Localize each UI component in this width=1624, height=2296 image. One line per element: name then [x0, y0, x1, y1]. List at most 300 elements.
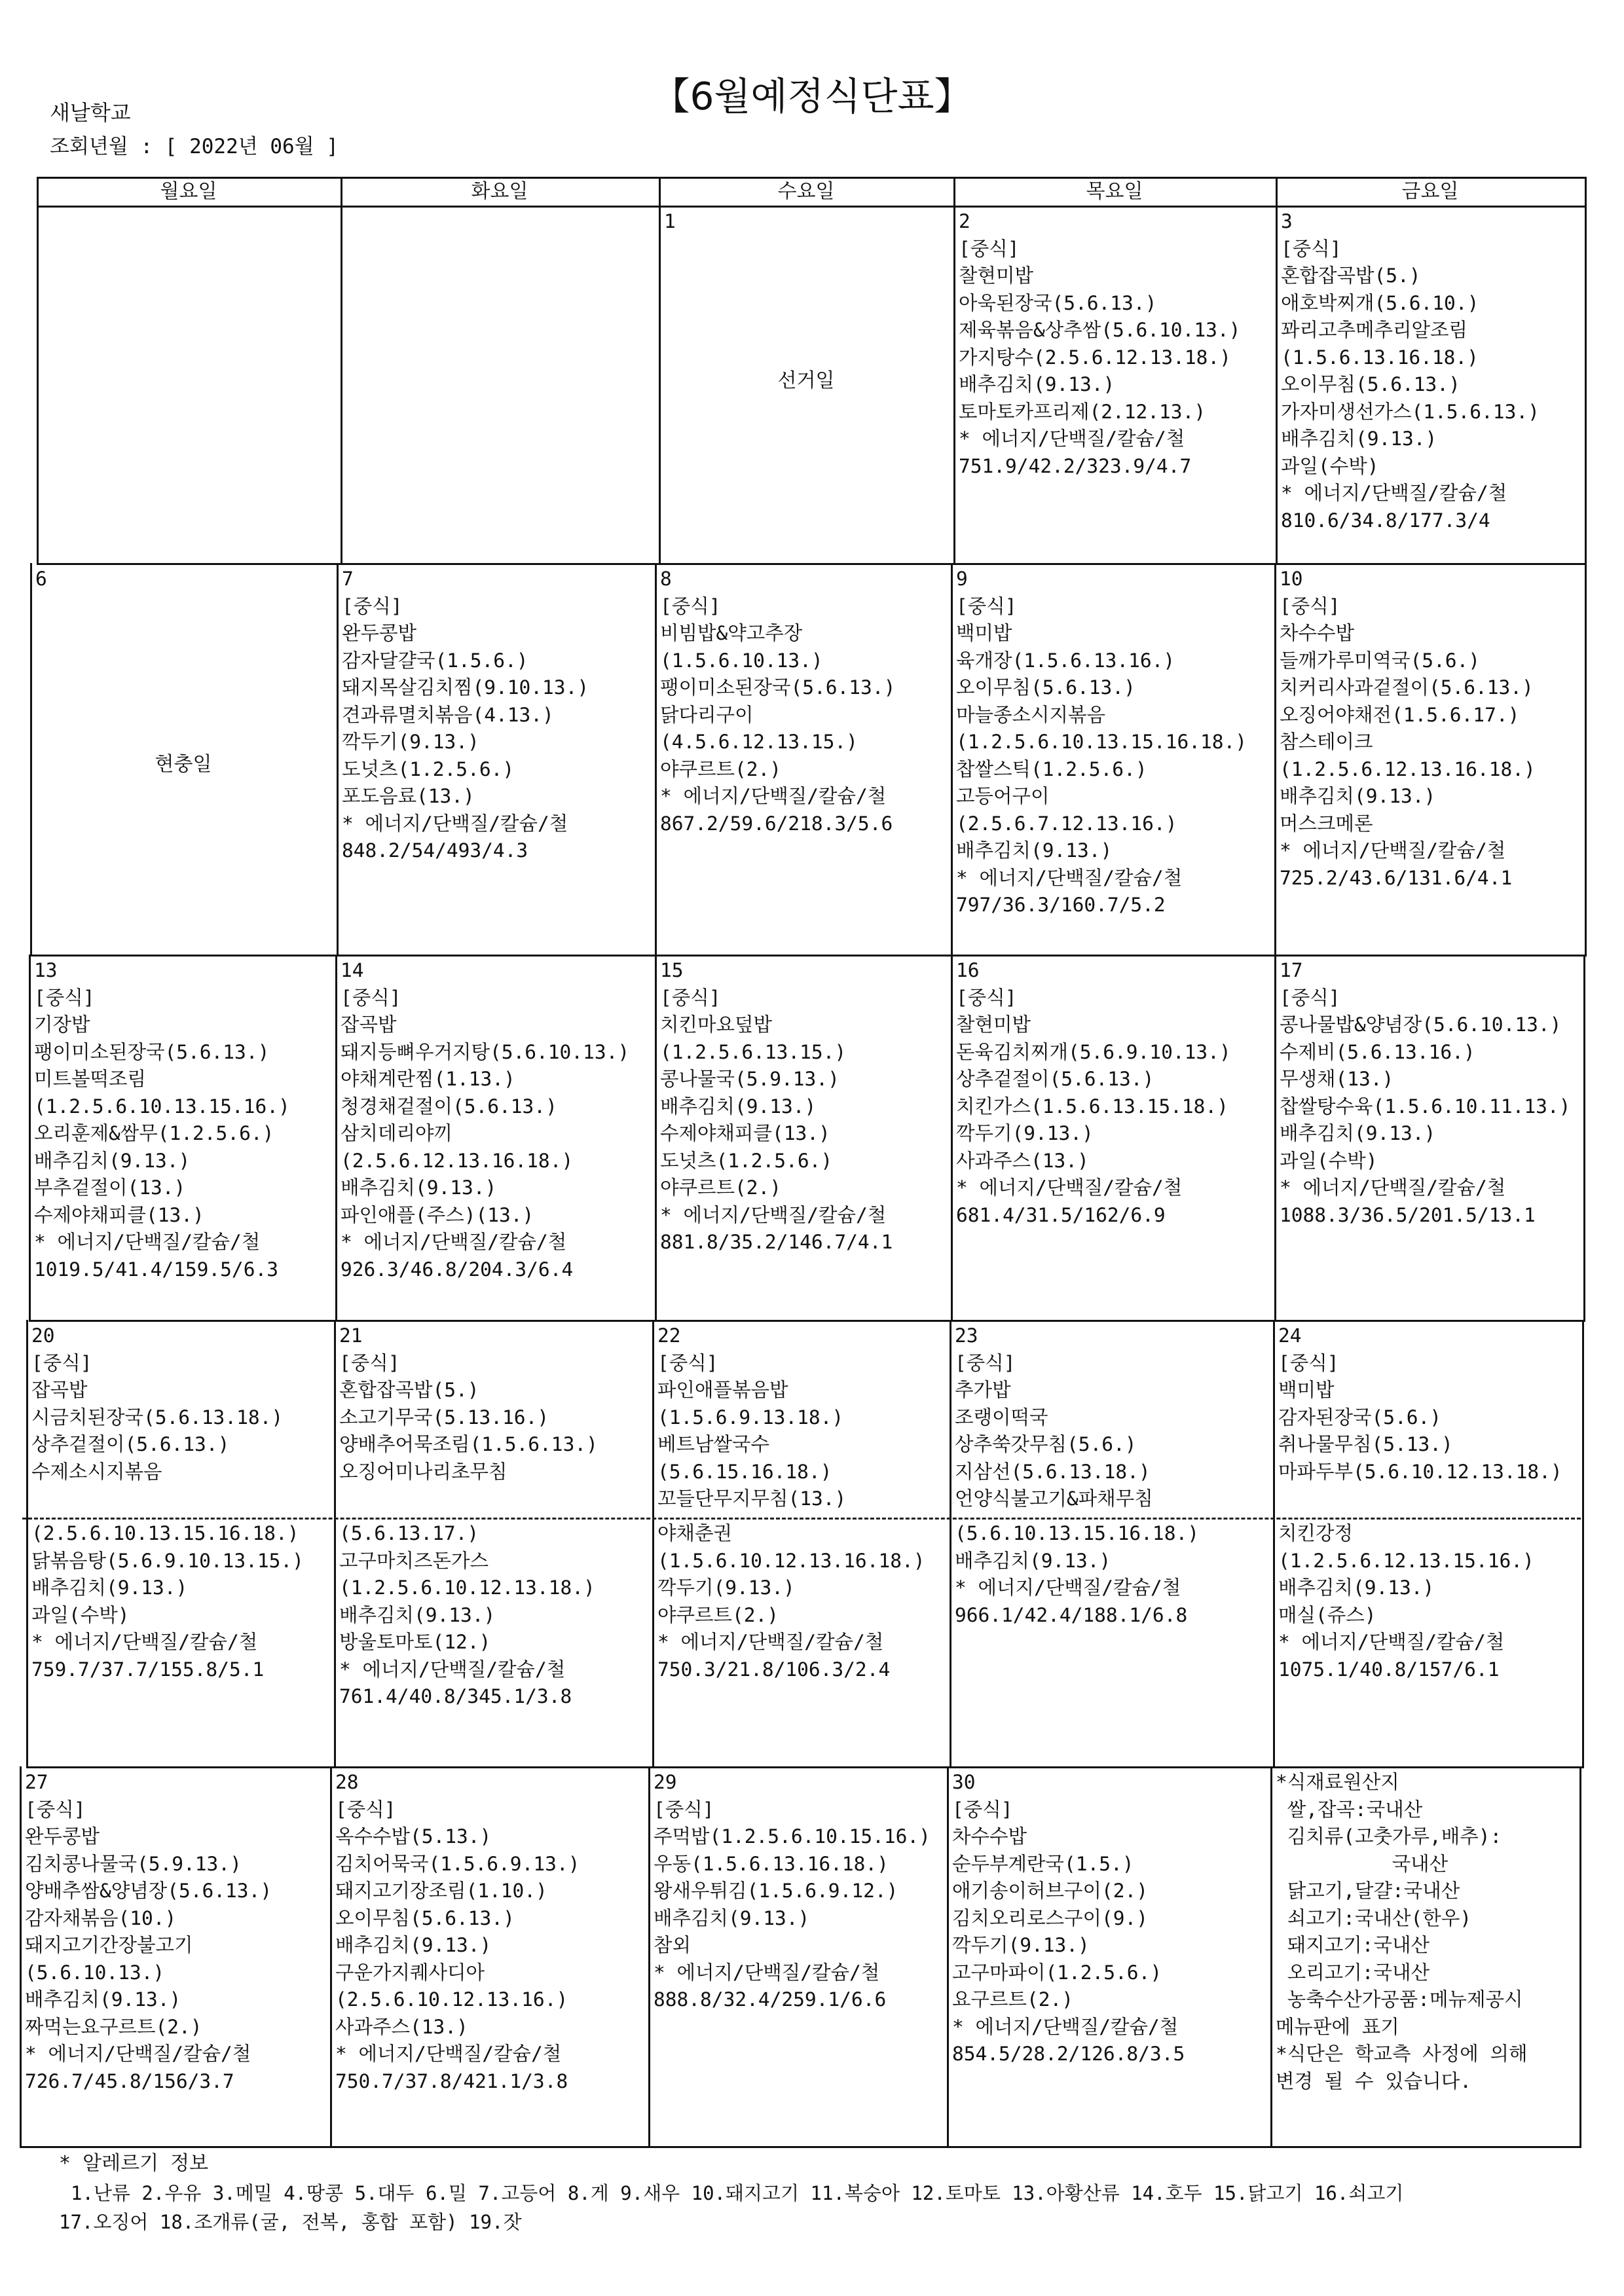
- day-cell: [1280, 957, 1581, 1229]
- menu-line: 미트볼떡조림: [34, 1068, 146, 1090]
- menu-line: * 에너지/단백질/칼슘/철: [1281, 482, 1507, 504]
- grid-line: [950, 1320, 951, 1766]
- menu-line: 머스크메론: [1280, 812, 1373, 835]
- menu-line: 차수수밥: [952, 1825, 1027, 1848]
- menu-line: 도넛츠(1.2.5.6.): [660, 1149, 833, 1172]
- menu-line: 치킨마요덮밥: [660, 1013, 772, 1036]
- menu-line: * 에너지/단백질/칼슘/철: [335, 2043, 562, 2065]
- menu-line: 돼지고기장조림(1.10.): [335, 1880, 547, 1902]
- menu-line: [중식]: [660, 594, 721, 617]
- menu-line: 변경 될 수 있습니다.: [1276, 2069, 1472, 2092]
- menu-line: 요구르트(2.): [952, 1988, 1074, 2011]
- menu-line: 761.4/40.8/345.1/3.8: [339, 1685, 572, 1707]
- menu-line: * 에너지/단백질/칼슘/철: [657, 1631, 884, 1653]
- day-number: 14: [341, 959, 364, 981]
- grid-line: [953, 206, 955, 563]
- page-title: 【6월예정식단표】: [652, 74, 972, 118]
- menu-line: 백미밥: [1278, 1379, 1335, 1401]
- menu-line: 주먹밥(1.2.5.6.10.15.16.): [654, 1825, 931, 1848]
- menu-line: 750.3/21.8/106.3/2.4: [657, 1658, 891, 1681]
- grid-line: [1273, 1320, 1275, 1766]
- menu-line: (2.5.6.10.12.13.16.): [335, 1988, 568, 2011]
- school-name: 새날학교: [50, 100, 131, 125]
- day-number: 27: [25, 1771, 48, 1793]
- day-cell: [664, 208, 951, 236]
- menu-line: * 에너지/단백질/칼슘/철: [1278, 1631, 1505, 1653]
- menu-line: 쇠고기:국내산(한우): [1276, 1906, 1472, 1929]
- day-cell: [654, 1769, 944, 2014]
- menu-line: [중식]: [31, 1351, 92, 1374]
- menu-line: (2.5.6.12.13.16.18.): [341, 1149, 574, 1172]
- menu-line: 가자미생선가스(1.5.6.13.): [1281, 400, 1540, 423]
- menu-line: 마파두부(5.6.10.12.13.18.): [1278, 1460, 1562, 1483]
- day-cell: [1281, 208, 1582, 534]
- menu-line: 콩나물밥&양념장(5.6.10.13.): [1280, 1013, 1562, 1036]
- grid-line: [37, 206, 1585, 208]
- grid-line: [30, 955, 1587, 957]
- menu-line: 배추김치(9.13.): [31, 1576, 188, 1599]
- grid-line: [1582, 1320, 1584, 1766]
- day-number: 22: [657, 1324, 681, 1347]
- menu-line: [중식]: [956, 986, 1017, 1009]
- menu-line: (1.5.6.9.13.18.): [657, 1406, 844, 1429]
- grid-line: [37, 206, 39, 563]
- menu-line: 오징어미나리초무침: [339, 1460, 507, 1483]
- menu-line: (1.2.5.6.12.13.16.18.): [1280, 757, 1536, 780]
- weekday-header-3: 수요일: [777, 180, 835, 203]
- menu-line: 우동(1.5.6.13.16.18.): [654, 1852, 889, 1875]
- menu-line: 취나물무침(5.13.): [1278, 1433, 1453, 1455]
- day-number: 24: [1278, 1324, 1302, 1347]
- menu-line: 닭다리구이: [660, 703, 754, 726]
- day-number: 20: [31, 1324, 55, 1347]
- menu-line: 배추김치(9.13.): [1278, 1576, 1435, 1599]
- menu-line: 배추김치(9.13.): [1281, 428, 1437, 450]
- menu-line: 고구마치즈돈가스: [339, 1549, 489, 1572]
- day-number: 16: [956, 959, 980, 981]
- menu-line: 오리훈제&쌈무(1.2.5.6.): [34, 1122, 274, 1144]
- menu-line: * 에너지/단백질/칼슘/철: [956, 866, 1183, 889]
- menu-line: [중식]: [339, 1351, 400, 1374]
- grid-line: [20, 2146, 1581, 2148]
- menu-line: 방울토마토(12.): [339, 1631, 491, 1653]
- day-number: 10: [1280, 568, 1303, 590]
- menu-line: 상추겉절이(5.6.13.): [956, 1068, 1154, 1090]
- day-cell: [952, 1769, 1268, 2068]
- menu-line: * 에너지/단백질/칼슘/철: [34, 1231, 261, 1253]
- weekday-header-2: 화요일: [471, 180, 528, 203]
- menu-line: 상추겉절이(5.6.13.): [31, 1433, 230, 1455]
- menu-line: [중식]: [657, 1351, 718, 1374]
- menu-line: [중식]: [660, 986, 721, 1009]
- menu-line: 수제비(5.6.13.16.): [1280, 1040, 1475, 1063]
- menu-line: 옥수수밥(5.13.): [335, 1825, 492, 1848]
- day-number: 30: [952, 1771, 976, 1793]
- menu-line: 찰현미밥: [959, 264, 1033, 287]
- menu-line: 배추김치(9.13.): [654, 1906, 810, 1929]
- grid-line: [1270, 1766, 1272, 2146]
- weekday-header-5: 금요일: [1401, 180, 1459, 203]
- day-cell: [342, 566, 652, 865]
- day-cell-continued: [1278, 1520, 1579, 1683]
- menu-line: 애기송이허브구이(2.): [952, 1880, 1149, 1902]
- day-number: 23: [955, 1324, 978, 1347]
- menu-line: 가지탕수(2.5.6.12.13.18.): [959, 346, 1231, 369]
- menu-line: 과일(수박): [1281, 454, 1379, 477]
- day-number: 3: [1281, 210, 1293, 232]
- menu-line: 청경채겉절이(5.6.13.): [341, 1095, 557, 1118]
- menu-line: 배추김치(9.13.): [335, 1934, 492, 1956]
- menu-line: 도넛츠(1.2.5.6.): [342, 757, 515, 780]
- menu-line: 치킨강정: [1278, 1522, 1353, 1544]
- menu-line: 구운가지퀘사디아: [335, 1961, 485, 1984]
- menu-line: 725.2/43.6/131.6/4.1: [1280, 866, 1513, 889]
- menu-line: 배추김치(9.13.): [1280, 785, 1436, 807]
- menu-line: 사과주스(13.): [956, 1149, 1089, 1172]
- menu-line: 배추김치(9.13.): [660, 1095, 817, 1118]
- menu-line: 토마토카프리제(2.12.13.): [959, 400, 1206, 423]
- menu-line: 깍두기(9.13.): [657, 1576, 795, 1599]
- menu-line: 부추겉절이(13.): [34, 1176, 186, 1199]
- menu-line: (2.5.6.7.12.13.16.): [956, 812, 1177, 835]
- menu-line: 매실(쥬스): [1278, 1603, 1376, 1626]
- menu-line: 김치어묵국(1.5.6.9.13.): [335, 1852, 580, 1875]
- day-cell-continued: [657, 1520, 947, 1683]
- menu-line: 김치오리로스구이(9.): [952, 1906, 1149, 1929]
- menu-line: [중식]: [342, 594, 403, 617]
- menu-line: 배추김치(9.13.): [959, 373, 1115, 395]
- menu-line: 야쿠르트(2.): [660, 757, 782, 780]
- menu-line: 베트남쌀국수: [657, 1433, 769, 1455]
- menu-line: 무생채(13.): [1280, 1068, 1394, 1090]
- menu-line: (5.6.10.13.15.16.18.): [955, 1522, 1199, 1544]
- menu-line: 백미밥: [956, 622, 1012, 644]
- menu-line: 수제야채피클(13.): [34, 1203, 204, 1226]
- menu-line: 아욱된장국(5.6.13.): [959, 291, 1157, 314]
- menu-line: 수제소시지볶음: [31, 1460, 162, 1483]
- menu-line: 기장밥: [34, 1013, 90, 1036]
- menu-line: 혼합잡곡밥(5.): [339, 1379, 479, 1401]
- menu-line: 감자달걀국(1.5.6.): [342, 649, 528, 672]
- menu-line: 찹쌀스틱(1.2.5.6.): [956, 757, 1147, 780]
- menu-line: 926.3/46.8/204.3/6.4: [341, 1258, 574, 1281]
- menu-line: * 에너지/단백질/칼슘/철: [31, 1631, 258, 1653]
- day-cell: [31, 1322, 331, 1485]
- menu-line: 상추쑥갓무침(5.6.): [955, 1433, 1137, 1455]
- menu-line: * 에너지/단백질/칼슘/철: [342, 812, 568, 835]
- menu-line: 수제야채피클(13.): [660, 1122, 830, 1144]
- menu-line: 파인애플볶음밥: [657, 1379, 788, 1401]
- menu-line: 오징어야채전(1.5.6.17.): [1280, 703, 1520, 726]
- grid-line: [655, 563, 657, 955]
- menu-line: * 에너지/단백질/칼슘/철: [1280, 1176, 1506, 1199]
- menu-line: 돼지고기:국내산: [1276, 1934, 1430, 1956]
- menu-line: (2.5.6.10.13.15.16.18.): [31, 1522, 299, 1544]
- grid-line: [947, 1766, 949, 2146]
- menu-line: 잡곡밥: [31, 1379, 88, 1401]
- menu-line: 양배추쌈&양념장(5.6.13.): [25, 1880, 272, 1902]
- grid-line: [26, 1320, 28, 1766]
- menu-line: 오이무침(5.6.13.): [956, 676, 1135, 699]
- menu-line: 배추김치(9.13.): [339, 1603, 496, 1626]
- menu-line: 제육볶음&상추쌈(5.6.10.13.): [959, 319, 1241, 341]
- menu-line: 배추김치(9.13.): [1280, 1122, 1436, 1144]
- menu-line: 추가밥: [955, 1379, 1011, 1401]
- menu-line: 854.5/28.2/126.8/3.5: [952, 2043, 1185, 2065]
- menu-line: 1088.3/36.5/201.5/13.1: [1280, 1203, 1536, 1226]
- menu-line: (1.2.5.6.13.15.): [660, 1040, 847, 1063]
- menu-line: 국내산: [1276, 1852, 1449, 1875]
- grid-line: [20, 1766, 22, 2146]
- day-cell: [955, 1322, 1270, 1513]
- menu-line: 726.7/45.8/156/3.7: [25, 2069, 234, 2092]
- grid-line: [26, 1766, 1584, 1768]
- menu-line: * 에너지/단백질/칼슘/철: [955, 1576, 1181, 1599]
- day-cell: [660, 566, 948, 837]
- menu-line: 완두콩밥: [342, 622, 416, 644]
- menu-line: 농축수산가공품:메뉴제공시: [1276, 1988, 1523, 2011]
- menu-line: (1.2.5.6.10.13.15.16.): [34, 1095, 290, 1118]
- menu-line: 마늘종소시지볶음: [956, 703, 1105, 726]
- menu-line: (1.5.6.10.12.13.16.18.): [657, 1549, 925, 1572]
- menu-line: 삼치데리야끼: [341, 1122, 452, 1144]
- day-cell: [1280, 566, 1582, 892]
- menu-line: 차수수밥: [1280, 622, 1354, 644]
- allergy-line-1: 1.난류 2.우유 3.메밀 4.땅콩 5.대두 6.밀 7.고등어 8.게 9.새우 10.돼지고기 11.복숭아 12.토마토 13.아황산류 14.호두 15.닭고기 16.쇠고기: [71, 2182, 1404, 2204]
- day-cell: [956, 566, 1272, 919]
- menu-line: [중식]: [1280, 986, 1340, 1009]
- menu-line: 혼합잡곡밥(5.): [1281, 264, 1421, 287]
- menu-line: [중식]: [1280, 594, 1340, 617]
- menu-line: 오리고기:국내산: [1276, 1961, 1430, 1984]
- menu-line: 야채춘권: [657, 1522, 732, 1544]
- menu-line: (1.2.5.6.12.13.15.16.): [1278, 1549, 1534, 1572]
- day-cell-continued: [339, 1520, 650, 1711]
- menu-line: 비빔밥&약고추장: [660, 622, 803, 644]
- menu-line: 순두부계란국(1.5.): [952, 1852, 1134, 1875]
- menu-line: * 에너지/단백질/칼슘/철: [654, 1961, 880, 1984]
- menu-line: 소고기무국(5.13.16.): [339, 1406, 549, 1429]
- menu-line: 751.9/42.2/323.9/4.7: [959, 454, 1192, 477]
- grid-line: [337, 563, 339, 955]
- grid-line: [341, 206, 342, 563]
- menu-line: 애호박찌개(5.6.10.): [1281, 291, 1479, 314]
- menu-line: 잡곡밥: [341, 1013, 397, 1036]
- day-number: 29: [654, 1771, 677, 1793]
- menu-line: 배추김치(9.13.): [25, 1988, 181, 2011]
- query-period: 조회년월 : [ 2022년 06월 ]: [50, 135, 339, 158]
- grid-line: [330, 1766, 332, 2146]
- day-cell: [657, 1322, 947, 1513]
- day-cell: [34, 957, 333, 1283]
- menu-line: 메뉴판에 표기: [1276, 2015, 1399, 2038]
- menu-line: (5.6.13.17.): [339, 1522, 479, 1544]
- grid-line: [1585, 206, 1587, 563]
- menu-line: 848.2/54/493/4.3: [342, 839, 528, 862]
- menu-line: 파인애플(주스)(13.): [341, 1203, 534, 1226]
- menu-line: 797/36.3/160.7/5.2: [956, 894, 1166, 916]
- menu-line: (1.2.5.6.10.12.13.18.): [339, 1576, 595, 1599]
- menu-line: 꽈리고추메추리알조림: [1281, 319, 1467, 341]
- menu-line: * 에너지/단백질/칼슘/철: [1280, 839, 1506, 862]
- grid-line: [1274, 563, 1276, 955]
- day-cell-continued: [955, 1520, 1270, 1629]
- menu-line: 감자채볶음(10.): [25, 1906, 177, 1929]
- menu-line: [중식]: [959, 237, 1020, 260]
- menu-line: * 에너지/단백질/칼슘/철: [660, 1203, 887, 1226]
- day-number: 17: [1280, 959, 1303, 981]
- day-number: 9: [956, 568, 968, 590]
- menu-line: * 에너지/단백질/칼슘/철: [341, 1231, 567, 1253]
- menu-line: 포도음료(13.): [342, 785, 475, 807]
- menu-line: 팽이미소된장국(5.6.13.): [34, 1040, 270, 1063]
- menu-line: 810.6/34.8/177.3/4: [1281, 509, 1490, 532]
- menu-line: 966.1/42.4/188.1/6.8: [955, 1603, 1188, 1626]
- day-number: 15: [660, 959, 684, 981]
- menu-line: 사과주스(13.): [335, 2015, 468, 2038]
- menu-line: [중식]: [1281, 237, 1342, 260]
- menu-line: 치커리사과겉절이(5.6.13.): [1280, 676, 1534, 699]
- grid-line: [951, 563, 953, 955]
- menu-line: 오이무침(5.6.13.): [1281, 373, 1460, 395]
- menu-line: 육개장(1.5.6.13.16.): [956, 649, 1175, 672]
- grid-line: [29, 955, 31, 1320]
- menu-line: 깍두기(9.13.): [956, 1122, 1094, 1144]
- weekday-header-1: 월요일: [160, 180, 217, 203]
- day-cell: [25, 1769, 327, 2095]
- weekday-header-4: 목요일: [1086, 180, 1143, 203]
- menu-line: (5.6.10.13.): [25, 1961, 165, 1984]
- grid-line: [652, 1320, 654, 1766]
- menu-line: 콩나물국(5.9.13.): [660, 1068, 840, 1090]
- allergy-title: * 알레르기 정보: [59, 2152, 209, 2175]
- grid-line: [1276, 206, 1278, 563]
- grid-line: [1274, 955, 1276, 1320]
- menu-line: * 에너지/단백질/칼슘/철: [339, 1658, 566, 1681]
- menu-line: [중식]: [335, 1798, 396, 1821]
- menu-line: * 에너지/단백질/칼슘/철: [25, 2043, 251, 2065]
- menu-line: 꼬들단무지무침(13.): [657, 1487, 847, 1510]
- menu-line: [중식]: [341, 986, 401, 1009]
- menu-line: 고구마파이(1.2.5.6.): [952, 1961, 1162, 1984]
- grid-line: [29, 1320, 1585, 1322]
- menu-line: 깍두기(9.13.): [342, 731, 479, 753]
- menu-line: 지삼선(5.6.13.18.): [955, 1460, 1151, 1483]
- menu-line: 야채계란찜(1.13.): [341, 1068, 515, 1090]
- day-number: 2: [959, 210, 970, 232]
- menu-line: 찹쌀탕수육(1.5.6.10.11.13.): [1280, 1095, 1571, 1118]
- menu-line: (4.5.6.12.13.15.): [660, 731, 858, 753]
- holiday-label: 선거일: [777, 369, 835, 392]
- grid-line: [334, 1320, 336, 1766]
- menu-line: 참외: [654, 1934, 691, 1956]
- menu-line: 김치콩나물국(5.9.13.): [25, 1852, 242, 1875]
- day-cell: [956, 957, 1272, 1229]
- menu-line: 쌀,잡곡:국내산: [1276, 1798, 1423, 1821]
- grid-line: [1583, 955, 1585, 1320]
- menu-line: 배추김치(9.13.): [955, 1549, 1111, 1572]
- menu-line: 완두콩밥: [25, 1825, 100, 1848]
- grid-line: [1585, 177, 1587, 206]
- menu-line: [중식]: [25, 1798, 86, 1821]
- menu-line: 닭볶음탕(5.6.9.10.13.15.): [31, 1549, 304, 1572]
- menu-line: *식재료원산지: [1276, 1771, 1399, 1793]
- menu-line: 배추김치(9.13.): [956, 839, 1113, 862]
- grid-line: [335, 955, 337, 1320]
- menu-line: 750.7/37.8/421.1/3.8: [335, 2069, 568, 2092]
- menu-line: 닭고기,달걀:국내산: [1276, 1880, 1460, 1902]
- menu-line: 과일(수박): [1280, 1149, 1378, 1172]
- menu-line: 양배추어묵조림(1.5.6.13.): [339, 1433, 598, 1455]
- menu-line: (1.5.6.10.13.): [660, 649, 823, 672]
- menu-line: 짜먹는요구르트(2.): [25, 2015, 202, 2038]
- menu-line: 야쿠르트(2.): [657, 1603, 779, 1626]
- day-cell: [341, 957, 652, 1283]
- menu-line: 참스테이크: [1280, 731, 1373, 753]
- menu-line: 들깨가루미역국(5.6.): [1280, 649, 1481, 672]
- menu-line: 배추김치(9.13.): [341, 1176, 497, 1199]
- menu-line: [중식]: [956, 594, 1017, 617]
- day-cell: [1276, 1769, 1577, 2095]
- menu-line: 왕새우튀김(1.5.6.9.12.): [654, 1880, 898, 1902]
- menu-line: 팽이미소된장국(5.6.13.): [660, 676, 896, 699]
- menu-line: 돼지등뼈우거지탕(5.6.10.13.): [341, 1040, 630, 1063]
- menu-line: [중식]: [654, 1798, 714, 1821]
- menu-line: 867.2/59.6/218.3/5.6: [660, 812, 893, 835]
- menu-line: 견과류멸치볶음(4.13.): [342, 703, 554, 726]
- day-number: 13: [34, 959, 58, 981]
- grid-line: [648, 1766, 650, 2146]
- day-number: 1: [664, 210, 676, 232]
- day-cell-continued: [31, 1520, 331, 1683]
- menu-line: 오이무침(5.6.13.): [335, 1906, 515, 1929]
- menu-line: 돼지고기간장불고기: [25, 1934, 193, 1956]
- day-number: 28: [335, 1771, 359, 1793]
- day-cell: [1278, 1322, 1579, 1485]
- day-number: 8: [660, 568, 672, 590]
- grid-line: [1585, 563, 1587, 955]
- menu-line: 야쿠르트(2.): [660, 1176, 782, 1199]
- menu-line: * 에너지/단백질/칼슘/철: [952, 2015, 1179, 2038]
- menu-line: 시금치된장국(5.6.13.18.): [31, 1406, 284, 1429]
- menu-line: [중식]: [955, 1351, 1016, 1374]
- grid-line: [951, 955, 953, 1320]
- menu-line: 888.8/32.4/259.1/6.6: [654, 1988, 887, 2011]
- menu-line: 1075.1/40.8/157/6.1: [1278, 1658, 1500, 1681]
- grid-line: [1579, 1766, 1581, 2146]
- menu-line: * 에너지/단백질/칼슘/철: [956, 1176, 1183, 1199]
- allergy-info: [59, 2179, 1585, 2236]
- menu-line: 돼지목살김치찜(9.10.13.): [342, 676, 589, 699]
- week4-divider: [22, 1518, 1581, 1520]
- menu-line: 681.4/31.5/162/6.9: [956, 1203, 1166, 1226]
- menu-line: 조랭이떡국: [955, 1406, 1048, 1429]
- menu-line: 언양식불고기&파채무침: [955, 1487, 1153, 1510]
- day-cell: [335, 1769, 646, 2095]
- menu-line: 881.8/35.2/146.7/4.1: [660, 1231, 893, 1253]
- day-number: 21: [339, 1324, 363, 1347]
- menu-line: 배추김치(9.13.): [34, 1149, 191, 1172]
- menu-line: [중식]: [34, 986, 95, 1009]
- menu-line: * 에너지/단백질/칼슘/철: [959, 428, 1185, 450]
- menu-line: 치킨가스(1.5.6.13.15.18.): [956, 1095, 1228, 1118]
- menu-line: 1019.5/41.4/159.5/6.3: [34, 1258, 278, 1281]
- menu-line: 고등어구이: [956, 785, 1050, 807]
- allergy-line-2: 17.오징어 18.조개류(굴, 전복, 홍합 포함) 19.잣: [59, 2211, 522, 2233]
- day-number: 7: [342, 568, 354, 590]
- menu-line: 김치류(고춧가루,배추):: [1276, 1825, 1502, 1848]
- menu-line: (1.5.6.13.16.18.): [1281, 346, 1479, 369]
